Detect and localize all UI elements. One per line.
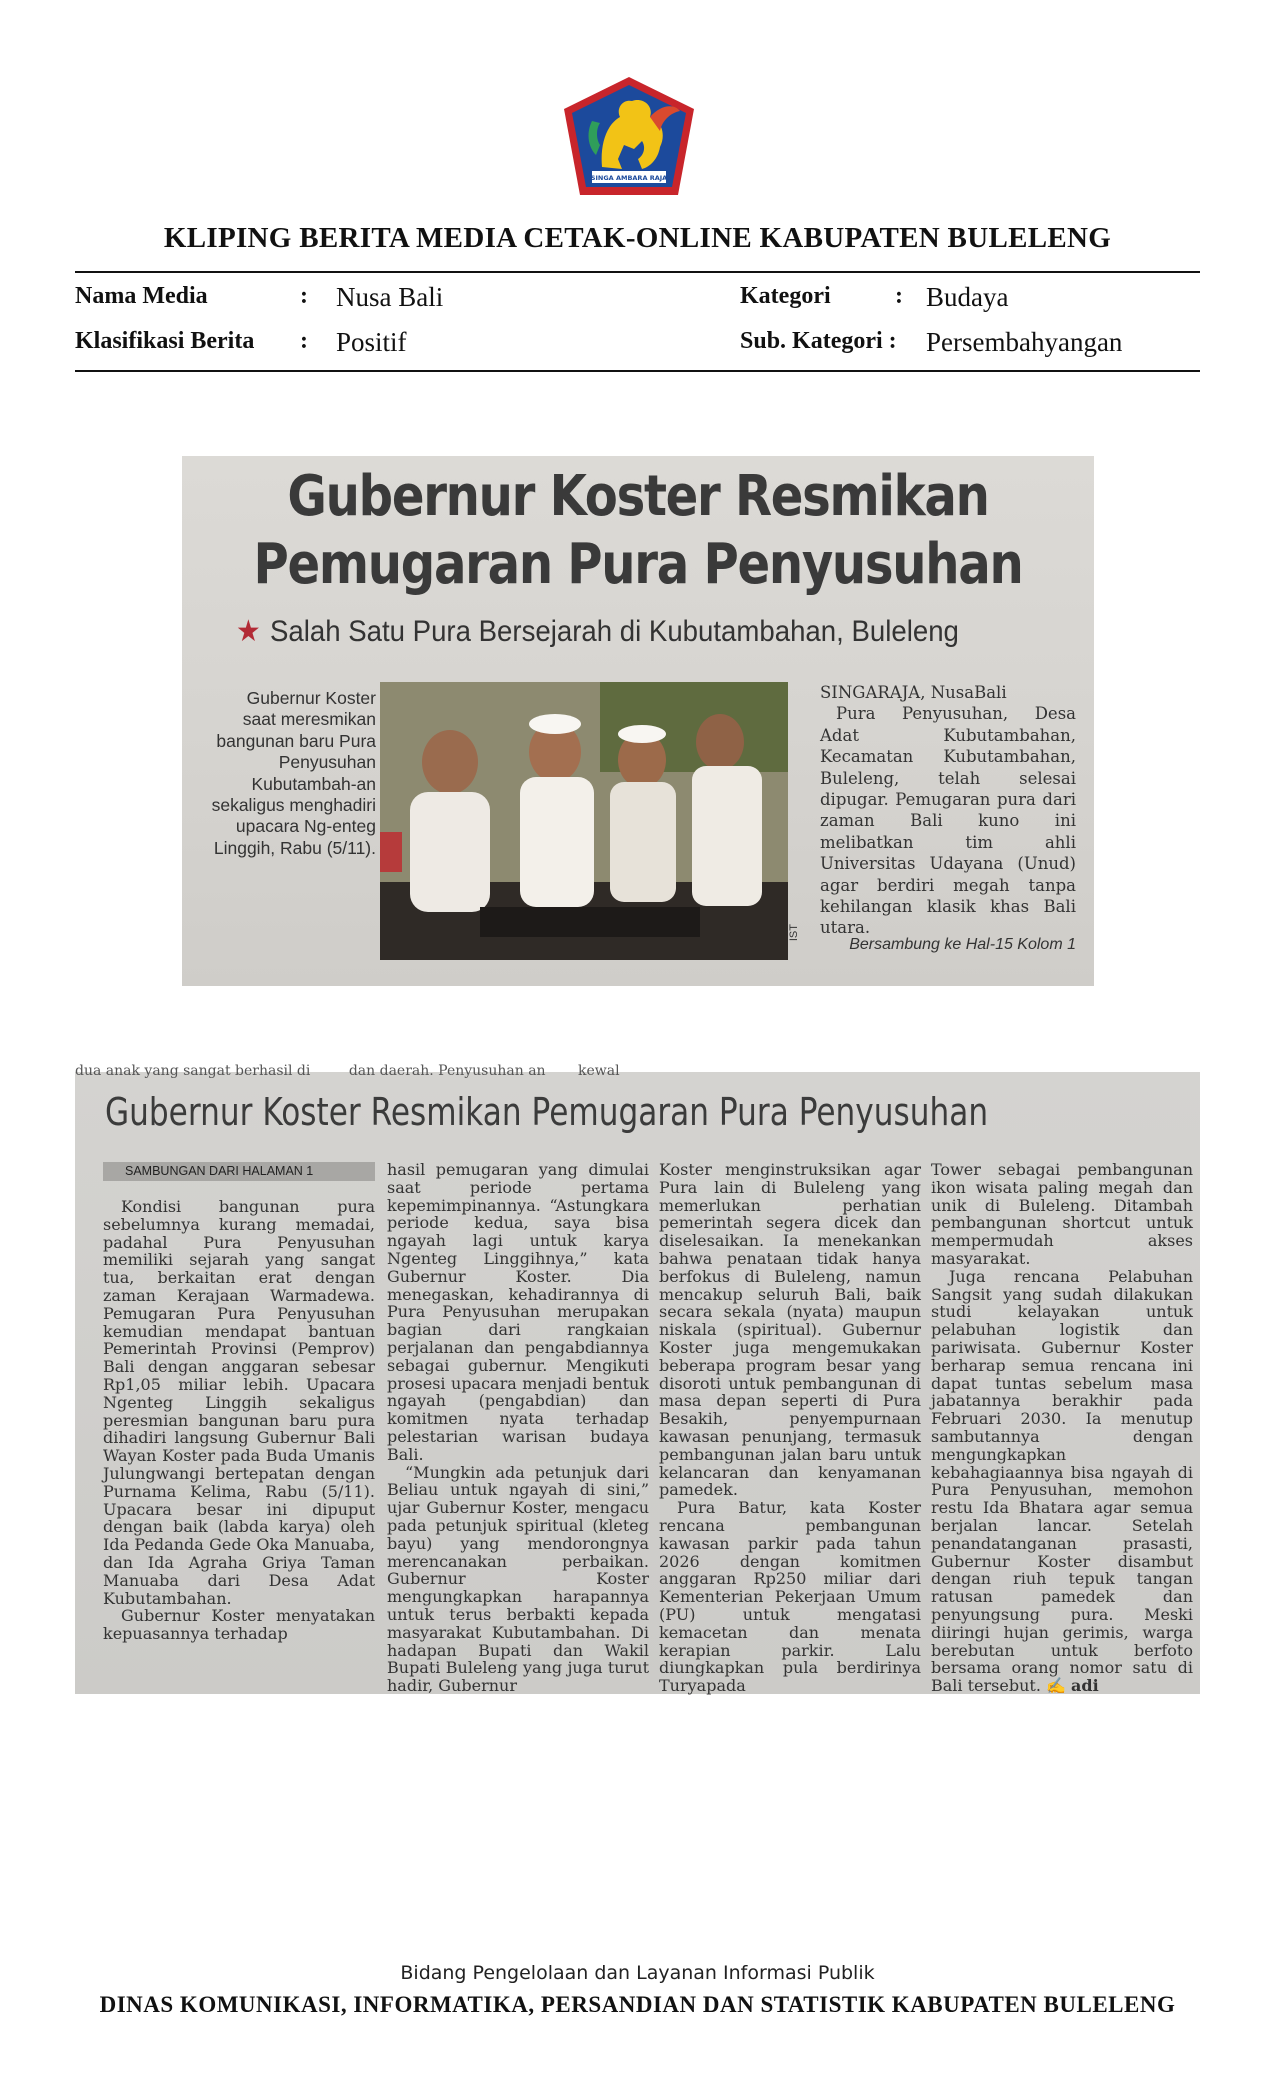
klasifikasi-colon: : (300, 328, 308, 354)
column-2-paragraph-2: “Mungkin ada petunjuk dari Beliau untuk ngayah di sini,” ujar Gubernur Koster, mengacu pada petunjuk spiritual (kleteg bayu) yang mendorongnya merencanakan perbaikan. Gubernur Koster mengungkapkan harapannya untuk terus berbakti kepada masyarakat Kubutambahan. Di hadapan Bupati dan Wakil Bupati Buleleng yang juga turut hadir, Gubernur (387, 1462, 649, 1696)
ceremony-photo-icon (380, 682, 788, 960)
article-column-4 (931, 1161, 1193, 1695)
lion-crest-icon (562, 75, 696, 197)
column-3-paragraph-1: Koster menginstruksikan agar Pura lain di Buleleng yang memerlukan perhatian pemerintah segera dicek dan diselesaikan. Ia menekankan bahwa penataan tidak hanya berfokus di Buleleng, namun mencakup seluruh Bali, baik secara sekala (nyata) maupun niskala (spiritual). Gubernur Koster juga mengemukakan beberapa program besar yang disoroti untuk pembangunan di masa depan seperti di Pura Besakih, penyempurnaan kawasan penunjang, termasuk pembangunan jalan baru untuk kelancaran dan kenyamanan pamedek. (659, 1160, 921, 1500)
column-4-paragraph-2-text: Juga rencana Pelabuhan Sangsit yang sudah dilakukan studi kelayakan untuk pelabuhan logistik dan pariwisata. Gubernur Koster berharap semua rencana ini dapat tuntas sebelum masa jabatannya berakhir pada Februari 2030. Ia menutup sambutannya dengan mengungkapkan kebahagiaannya bisa ngayah di Pura Penyusuhan, memohon restu Ida Bhatara agar semua berjalan lancar. Setelah penandatanganan prasasti, Gubernur Koster disambut dengan riuh tepuk tangan ratusan pamedek dan penyungsung pura. Meski diiringi hujan gerimis, warga berebutan untuk berfoto bersama orang nomor satu di Bali tersebut. (931, 1266, 1193, 1696)
author-signoff: adi (1071, 1676, 1099, 1696)
klasifikasi-label: Klasifikasi Berita (75, 328, 255, 354)
kategori-label: Kategori (740, 283, 831, 309)
cut-off-top-text (75, 1063, 1200, 1079)
subkategori-label: Sub. Kategori : (740, 328, 897, 354)
kabupaten-buleleng-logo (562, 75, 696, 197)
column-4-paragraph-2 (931, 1268, 1193, 1695)
footer-agency: DINAS KOMUNIKASI, INFORMATIKA, PERSANDIAN DAN STATISTIK KABUPATEN BULELENG (99, 1992, 1176, 2017)
column-1-paragraph-1: Kondisi bangunan pura sebelumnya kurang memadai, padahal Pura Penyusuhan memiliki sejarah yang sangat tua, berkaitan erat dengan zaman Kerajaan Warmadewa. Pemugaran Pura Penyusuhan kemudian mendapat bantuan Pemerintah Provinsi (Pemprov) Bali dengan anggaran sebesar Rp1,05 miliar lebih. Upacara Ngenteg Linggih sekaligus peresmian bangunan baru pura dihadiri langsung Gubernur Bali Wayan Koster pada Buda Umanis Julungwangi bertepatan dengan Purnama Kelima, Rabu (5/11). Upacara besar ini dipuput dengan baik (labda karya) oleh Ida Pedanda Gede Oka Manuaba, dan Ida Agraha Griya Taman Manuaba dari Desa Adat Kubutambahan. (103, 1197, 375, 1608)
media-value: Nusa Bali (336, 282, 444, 312)
header-rule-bottom (75, 370, 1200, 372)
svg-text:SINGA AMBARA RAJA: SINGA AMBARA RAJA (590, 174, 668, 182)
article-column-2 (387, 1161, 649, 1695)
media-colon: : (300, 283, 308, 309)
cut-off-text-1: dua anak yang sangat berhasil di (75, 1063, 311, 1079)
news-photo (380, 682, 788, 960)
dateline: SINGARAJA, NusaBali (820, 683, 1007, 702)
header-rule-top (75, 271, 1200, 273)
photo-credit: IST (788, 924, 800, 942)
column-4-paragraph-1: Tower sebagai pembangunan ikon wisata paling megah dan unik di Buleleng. Ditambah pembangunan shortcut untuk mempermudah akses masyarakat. (931, 1160, 1193, 1268)
news-clipping-continuation (75, 1063, 1200, 1696)
column-3-paragraph-2: Pura Batur, kata Koster rencana pembangunan kawasan parkir pada tahun 2026 dengan komitmen anggaran Rp250 miliar dari Kementerian Pekerjaan Umum (PU) untuk mengatasi kemacetan dan menata kerapian parkir. Lalu diungkapkan pula berdirinya Turyapada (659, 1498, 921, 1696)
signoff-icon: ✍ (1046, 1676, 1066, 1696)
cut-off-text-3: kewal (578, 1063, 620, 1079)
column-1-paragraph-2: Gubernur Koster menyatakan kepuasannya terhadap (103, 1606, 375, 1644)
clipping-subheadline (236, 614, 959, 649)
continued-note: Bersambung ke Hal-15 Kolom 1 (849, 936, 1076, 953)
photo-caption: Gubernur Koster saat meresmikan bangunan baru Pura Penyusuhan Kubutambah-an sekaligus menghadiri upacara Ng-enteg Linggih, Rabu (5/11). (211, 688, 376, 858)
kategori-colon: : (895, 283, 903, 309)
clipping-headline-line-1: Gubernur Koster Resmikan (287, 464, 989, 529)
clipping-lead-paragraph (820, 682, 1076, 939)
star-icon: ★ (236, 615, 261, 648)
article-column-3 (659, 1161, 921, 1695)
continuation-label: SAMBUNGAN DARI HALAMAN 1 (103, 1162, 375, 1181)
clipping-headline-line-2: Pemugaran Pura Penyusuhan (253, 532, 1023, 597)
article-column-1 (103, 1198, 375, 1643)
lead-body-text: Pura Penyusuhan, Desa Adat Kubutambahan, Kecamatan Kubutambahan, Buleleng, telah selesai dipugar. Pemugaran pura dari zaman Bali kuno ini melibatkan tim ahli Universitas Udayana (Unud) agar berdiri megah tanpa kehilangan klasik khas Bali utara. (820, 704, 1076, 938)
subkategori-value: Persembahyangan (926, 327, 1123, 357)
column-2-paragraph-1: hasil pemugaran yang dimulai saat periode pertama kepemimpinannya. “Astungkara periode kedua, saya bisa ngayah lagi untuk karya Ngenteg Linggihnya,” kata Gubernur Koster. Dia menegaskan, kehadirannya di Pura Penyusuhan merupakan bagian dari rangkaian perjalanan dan pengabdiannya sebagai gubernur. Mengikuti prosesi upacara menjadi bentuk ngayah (pengabdian) dan komitmen nyata terhadap pelestarian warisan budaya Bali. (387, 1160, 649, 1464)
klasifikasi-value: Positif (336, 327, 407, 357)
footer-division: Bidang Pengelolaan dan Layanan Informasi Publik (400, 1962, 875, 1984)
kategori-value: Budaya (926, 282, 1009, 312)
news-clipping-front-page (182, 456, 1094, 986)
continuation-headline: Gubernur Koster Resmikan Pemugaran Pura Penyusuhan (105, 1090, 989, 1134)
page-title: KLIPING BERITA MEDIA CETAK-ONLINE KABUPATEN BULELENG (163, 222, 1112, 254)
subheadline-text: Salah Satu Pura Bersejarah di Kubutambahan, Buleleng (269, 615, 959, 648)
media-label: Nama Media (75, 283, 208, 309)
cut-off-text-2: dan daerah. Penyusuhan an (348, 1063, 546, 1079)
